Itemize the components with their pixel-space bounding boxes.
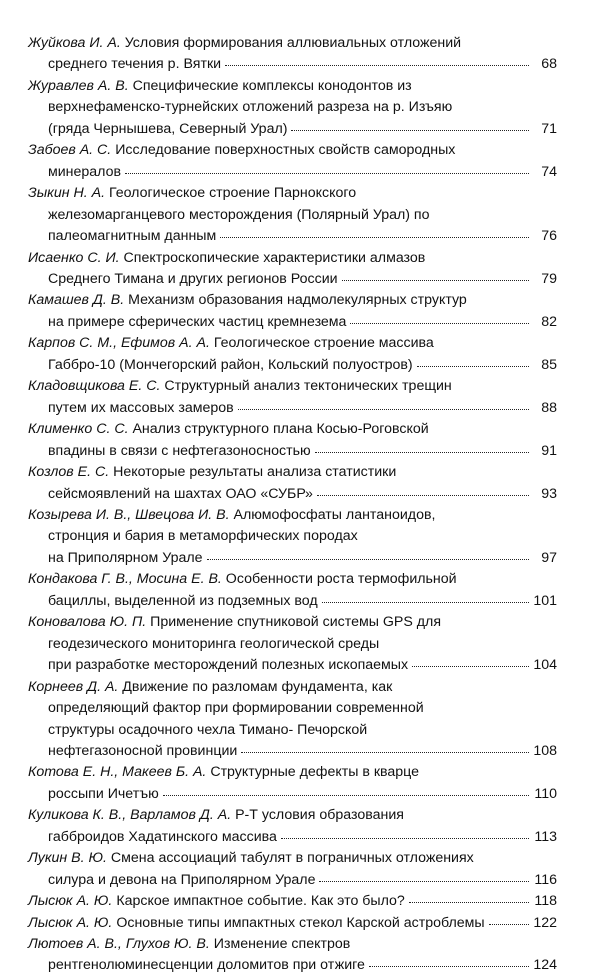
- toc-entry[interactable]: [28, 462, 557, 505]
- entry-title-continuation: определяющий фактор при формировании современной: [48, 700, 424, 717]
- entry-title-end: сейсмоявлений на шахтах ОАО «СУБР»: [48, 485, 313, 502]
- entry-title-continuation: геодезического мониторинга геологической среды: [48, 635, 380, 652]
- entry-last-line: [28, 827, 557, 848]
- entry-author: Куликова К. В., Варламов Д. А.: [28, 807, 232, 824]
- page-number: 76: [541, 228, 557, 245]
- toc-entry[interactable]: [28, 612, 557, 676]
- dot-leader: [281, 837, 529, 839]
- entry-author: Коновалова Ю. П.: [28, 614, 147, 631]
- entry-title-line: [28, 333, 557, 354]
- entry-author: Лютоев А. В., Глухов Ю. В.: [28, 936, 210, 953]
- entry-title-continuation: стронция и бария в метаморфических породах: [48, 528, 358, 545]
- entry-title-continuation: структуры осадочного чехла Тимано- Печорской: [48, 721, 368, 738]
- entry-title: Анализ структурного плана Косью-Роговской: [128, 421, 429, 438]
- entry-last-line: [28, 784, 557, 805]
- toc-entry[interactable]: [28, 183, 557, 247]
- entry-title-end: Габбро-10 (Мончегорский район, Кольский полуостров): [48, 356, 413, 373]
- entry-title: Движение по разломам фундамента, как: [118, 678, 393, 695]
- entry-title-end: минералов: [48, 163, 122, 180]
- entry-title: Смена ассоциаций табулят в пограничных отложениях: [106, 850, 474, 867]
- dot-leader: [225, 64, 529, 66]
- entry-title-end: нефтегазоносной провинции: [48, 742, 238, 759]
- entry-title-line: [28, 805, 557, 826]
- dot-leader: [350, 322, 529, 324]
- toc-entry[interactable]: [28, 569, 557, 612]
- toc-entry[interactable]: [28, 376, 557, 419]
- toc-entry[interactable]: [28, 419, 557, 462]
- dot-leader: [409, 901, 529, 903]
- entry-title-continuation: верхнефаменско-турнейских отложений разреза на р. Изъяю: [48, 99, 453, 116]
- entry-title-end: россыпи Ичетъю: [48, 785, 159, 802]
- entry-title: Спектроскопические характеристики алмазов: [119, 249, 426, 266]
- page-number: 101: [533, 592, 557, 609]
- entry-title-end: среднего течения р. Вятки: [48, 56, 222, 73]
- entry-title: Исследование поверхностных свойств самородных: [111, 142, 456, 159]
- entry-title: Некоторые результаты анализа статистики: [109, 464, 397, 481]
- page-number: 113: [534, 828, 557, 845]
- page-number: 116: [534, 871, 557, 888]
- toc-entry[interactable]: [28, 934, 557, 977]
- entry-author: Карпов С. М., Ефимов А. А.: [28, 335, 210, 352]
- entry-last-line: [28, 441, 557, 462]
- entry-title-line: [28, 419, 557, 440]
- entry-last-line: [28, 269, 557, 290]
- dot-leader: [322, 601, 529, 603]
- entry-title-line: [28, 762, 557, 783]
- toc-entry[interactable]: [28, 505, 557, 569]
- toc-entry[interactable]: [28, 140, 557, 183]
- entry-title-line: [28, 248, 557, 269]
- entry-title-end: при разработке месторождений полезных ископаемых: [48, 657, 409, 674]
- entry-author: Лукин В. Ю.: [28, 850, 107, 867]
- entry-title-end: бациллы, выделенной из подземных вод: [48, 592, 318, 609]
- toc-entry[interactable]: [28, 913, 557, 934]
- dot-leader: [125, 172, 529, 174]
- entry-author: Забоев А. С.: [28, 142, 112, 159]
- dot-leader: [369, 965, 529, 967]
- dot-leader: [220, 236, 529, 238]
- dot-leader: [317, 494, 529, 496]
- entry-title-end: габброидов Хадатинского массива: [48, 828, 277, 845]
- page-number: 71: [541, 120, 557, 137]
- entry-title: Применение спутниковой системы GPS для: [146, 614, 442, 631]
- toc-entry[interactable]: [28, 891, 557, 912]
- entry-author: Журавлев А. В.: [28, 77, 129, 94]
- entry-title-line: [28, 140, 557, 161]
- dot-leader: [315, 451, 529, 453]
- entry-last-line: [28, 162, 557, 183]
- entry-title: Алюмофосфаты лантаноидов,: [229, 506, 436, 523]
- entry-title: Специфические комплексы конодонтов из: [128, 77, 412, 94]
- entry-title-line: [28, 505, 557, 526]
- toc-entry[interactable]: [28, 805, 557, 848]
- entry-last-line: [28, 741, 557, 762]
- entry-author: Кладовщикова Е. С.: [28, 378, 161, 395]
- page-number: 88: [541, 399, 557, 416]
- entry-last-line: [28, 484, 557, 505]
- entry-last-line: [28, 655, 557, 676]
- page-number: 110: [534, 785, 557, 802]
- entry-title-line: [28, 183, 557, 204]
- dot-leader: [163, 794, 529, 796]
- entry-title-end: Основные типы импактных стекол Карской астроблемы: [112, 914, 485, 931]
- entry-title-line: [28, 376, 557, 397]
- page-number: 108: [533, 742, 557, 759]
- entry-title-line: [28, 569, 557, 590]
- entry-last-line: [28, 355, 557, 376]
- entry-author: Камашев Д. В.: [28, 292, 125, 309]
- dot-leader: [417, 365, 529, 367]
- entry-author: Лысюк А. Ю.: [28, 893, 113, 910]
- page-number: 104: [533, 657, 557, 674]
- entry-last-line: [28, 312, 557, 333]
- toc-entry[interactable]: [28, 677, 557, 763]
- entry-title: Условия формирования аллювиальных отложений: [120, 35, 462, 51]
- entry-last-line: [28, 398, 557, 419]
- entry-title: Геологическое строение массива: [209, 335, 434, 352]
- page-number: 97: [541, 549, 557, 566]
- page-number: 118: [534, 893, 557, 910]
- entry-title-end: Карское импактное событие. Как это было?: [112, 893, 405, 910]
- entry-author: Корнеев Д. А.: [28, 678, 119, 695]
- page-number: 91: [541, 442, 557, 459]
- entry-title-end: на примере сферических частиц кремнезема: [48, 313, 347, 330]
- entry-title: Р-Т условия образования: [231, 807, 404, 824]
- page-number: 82: [541, 313, 557, 330]
- dot-leader: [207, 558, 529, 560]
- entry-last-line: [28, 119, 557, 140]
- entry-author: Жуйкова И. А.: [28, 35, 121, 51]
- entry-last-line: [28, 226, 557, 247]
- entry-title: Структурные дефекты в кварце: [206, 764, 420, 781]
- entry-last-line: [28, 54, 557, 75]
- entry-last-line: [28, 548, 557, 569]
- page-number: 124: [533, 957, 557, 974]
- entry-title-end: путем их массовых замеров: [48, 399, 234, 416]
- dot-leader: [342, 279, 529, 281]
- entry-last-line: [28, 955, 557, 976]
- entry-title: Изменение спектров: [209, 936, 351, 953]
- dot-leader: [291, 129, 529, 131]
- entry-title-end: рентгенолюминесценции доломитов при отжиге: [48, 957, 365, 974]
- entry-last-line: [28, 591, 557, 612]
- entry-title-line: [28, 848, 557, 869]
- toc-entry[interactable]: [28, 762, 557, 805]
- page-number: 79: [541, 270, 557, 287]
- entry-title-line: [28, 76, 557, 97]
- toc-entry[interactable]: [28, 248, 557, 291]
- entry-author: Исаенко С. И.: [28, 249, 120, 266]
- entry-last-line: [28, 870, 557, 891]
- entry-author: Котова Е. Н., Макеев Б. А.: [28, 764, 207, 781]
- dot-leader: [412, 665, 529, 667]
- entry-title-line: [28, 33, 557, 54]
- entry-author: Козырева И. В., Швецова И. В.: [28, 506, 230, 523]
- entry-title-end: впадины в связи с нефтегазоносностью: [48, 442, 311, 459]
- dot-leader: [241, 751, 529, 753]
- entry-title-line: [28, 677, 557, 698]
- toc-entry[interactable]: [28, 333, 557, 376]
- entry-title-line: [28, 934, 557, 955]
- page-number: 85: [541, 356, 557, 373]
- toc-entry[interactable]: [28, 76, 557, 140]
- entry-last-line: [28, 913, 557, 934]
- entry-title-end: палеомагнитным данным: [48, 228, 217, 245]
- entry-author: Лысюк А. Ю.: [28, 914, 113, 931]
- entry-title: Механизм образования надмолекулярных структур: [124, 292, 467, 309]
- entry-author: Зыкин Н. А.: [28, 185, 106, 202]
- toc-entry[interactable]: [28, 33, 557, 76]
- entry-title: Особенности роста термофильной: [221, 571, 457, 588]
- page-number: 122: [533, 914, 557, 931]
- entry-title-end: на Приполярном Урале: [48, 549, 203, 566]
- dot-leader: [238, 408, 529, 410]
- entry-author: Клименко С. С.: [28, 421, 129, 438]
- page-number: 93: [541, 485, 557, 502]
- dot-leader: [489, 923, 529, 925]
- entry-title-line: [28, 462, 557, 483]
- dot-leader: [319, 880, 529, 882]
- entry-title-end: Среднего Тимана и других регионов России: [48, 270, 338, 287]
- entry-title-line: [28, 612, 557, 633]
- entry-title-end: силура и девона на Приполярном Урале: [48, 871, 316, 888]
- entry-title-line: [28, 290, 557, 311]
- entry-last-line: [28, 891, 557, 912]
- page-number: 74: [541, 163, 557, 180]
- entry-title: Геологическое строение Парнокского: [105, 185, 357, 202]
- page-number: 68: [541, 56, 557, 73]
- entry-title-end: (гряда Чернышева, Северный Урал): [48, 120, 288, 137]
- entry-title: Структурный анализ тектонических трещин: [160, 378, 452, 395]
- entry-author: Козлов Е. С.: [28, 464, 110, 481]
- toc-entry[interactable]: [28, 848, 557, 891]
- entry-title-continuation: железомарганцевого месторождения (Полярный Урал) по: [48, 206, 430, 223]
- toc-entry[interactable]: [28, 290, 557, 333]
- entry-author: Кондакова Г. В., Мосина Е. В.: [28, 571, 222, 588]
